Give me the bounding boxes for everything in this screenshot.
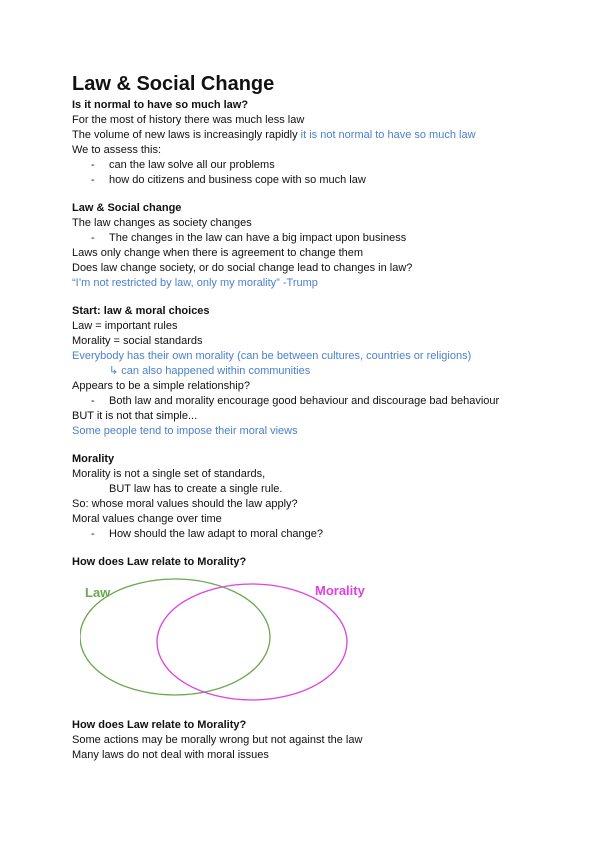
- text-line: Many laws do not deal with moral issues: [72, 749, 269, 761]
- venn-label-law: Law: [85, 585, 111, 600]
- text-line: Morality = social standards: [72, 335, 203, 347]
- bullet-item: [72, 231, 542, 246]
- bullet-dash: -: [91, 159, 95, 171]
- section-heading-law-morality-2: How does Law relate to Morality?: [72, 719, 247, 731]
- text-line: Law = important rules: [72, 320, 178, 332]
- highlighted-subnote: ↳ can also happened within communities: [109, 365, 311, 377]
- section-heading-social-change: Law & Social change: [72, 202, 182, 214]
- text-line: Does law change society, or do social change lead to changes in law?: [72, 262, 413, 274]
- page-title: Law & Social Change: [72, 73, 275, 95]
- text-line: BUT it is not that simple...: [72, 410, 198, 422]
- text-line: Some actions may be morally wrong but not against the law: [72, 734, 363, 746]
- bullet-item: [72, 527, 542, 542]
- text-line-indented: BUT law has to create a single rule.: [109, 483, 283, 495]
- highlighted-note: it is not normal to have so much law: [300, 129, 476, 141]
- bullet-text: The changes in the law can have a big impact upon business: [109, 232, 407, 244]
- text-line: [72, 128, 542, 143]
- venn-diagram: [80, 574, 370, 704]
- text-line: We to assess this:: [72, 144, 162, 156]
- text-line: The law changes as society changes: [72, 217, 252, 229]
- text-line: Laws only change when there is agreement to change them: [72, 247, 364, 259]
- section-heading-law-morality: How does Law relate to Morality?: [72, 556, 247, 568]
- bullet-text: can the law solve all our problems: [109, 159, 275, 171]
- bullet-item: [72, 394, 542, 409]
- bullet-dash: -: [91, 395, 95, 407]
- bullet-dash: -: [91, 174, 95, 186]
- highlighted-note: Some people tend to impose their moral views: [72, 425, 298, 437]
- text-line: So: whose moral values should the law apply?: [72, 498, 298, 510]
- document-page: [72, 72, 542, 763]
- text-line: Appears to be a simple relationship?: [72, 380, 250, 392]
- bullet-text: how do citizens and business cope with so much law: [109, 174, 366, 186]
- bullet-dash: -: [91, 232, 95, 244]
- text-span: The volume of new laws is increasingly rapidly: [72, 129, 301, 141]
- text-line: Moral values change over time: [72, 513, 222, 525]
- section-heading-moral-choices: Start: law & moral choices: [72, 305, 210, 317]
- bullet-text: How should the law adapt to moral change?: [109, 528, 324, 540]
- quote-line: “I’m not restricted by law, only my morality” -Trump: [72, 277, 318, 289]
- bullet-dash: -: [91, 528, 95, 540]
- section-heading-normal-law: Is it normal to have so much law?: [72, 99, 249, 111]
- text-line: For the most of history there was much less law: [72, 114, 305, 126]
- highlighted-note: Everybody has their own morality (can be between cultures, countries or religions): [72, 350, 472, 362]
- bullet-item: [72, 158, 542, 173]
- morality-circle: [157, 584, 347, 700]
- bullet-item: [72, 173, 542, 188]
- venn-label-morality: Morality: [315, 583, 365, 598]
- bullet-text: Both law and morality encourage good behaviour and discourage bad behaviour: [109, 395, 500, 407]
- section-heading-morality: Morality: [72, 453, 115, 465]
- text-line: Morality is not a single set of standards,: [72, 468, 266, 480]
